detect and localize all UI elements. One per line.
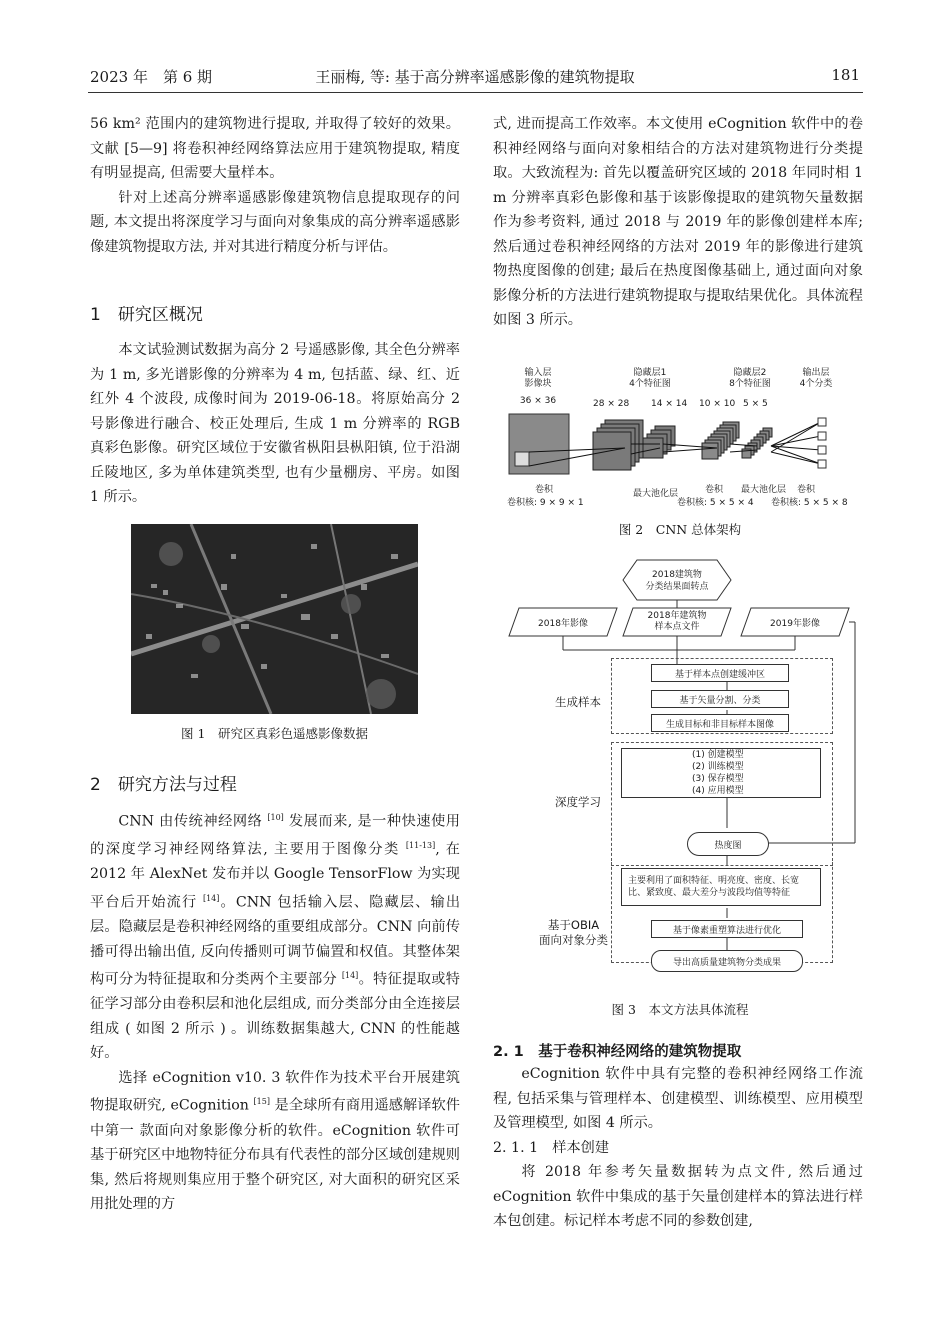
left-col-sec2 xyxy=(90,806,460,1217)
figure-caption: 图 1 研究区真彩色遥感影像数据 xyxy=(181,726,368,741)
step-segment: 基于矢量分割、分类 xyxy=(651,690,789,708)
paragraph: 式, 进而提高工作效率。本文使用 eCognition 软件中的卷积神经网络与面向对象相结合的方法对建筑物进行分类提取。大致流程为: 首先以覆盖研究区域的 2018 年同时相 1 m 分辨率真彩色影像和基于该影像提取的建筑物矢量数据作为参考资料, 通过 2018 与 2019 年的影像创建样本库; 然后通过卷积神经网络的方法对 2019 年的影像进行建筑物热度图像的创建; 最后在热度图像基础上, 通过面向对象影像分析的方法进行建筑物提取与提取结果优化。具体流程如图 3 所示。 xyxy=(493,116,863,328)
right-col-sec21 xyxy=(493,1062,863,1136)
group-label: 深度学习 xyxy=(555,795,601,809)
label-text: 4个分类 xyxy=(799,379,833,389)
figure-caption: 图 3 本文方法具体流程 xyxy=(611,1002,749,1017)
model-steps-box xyxy=(621,748,821,798)
label-text: 卷积核: 5 × 5 × 4 xyxy=(677,498,754,508)
paragraph xyxy=(90,806,460,1066)
cnn-diagram xyxy=(505,408,855,483)
flow-input-2019-image: 2019年影像 xyxy=(770,618,820,629)
label-text: 输入层 xyxy=(524,368,552,378)
label-text: 5 × 5 xyxy=(743,399,768,409)
label-text: 卷积 xyxy=(535,485,554,495)
paragraph: 将 2018 年参考矢量数据转为点文件, 然后通过 eCognition 软件中集成的基于矢量创建样本的算法进行样本包创建。标记样本考虑不同的参数创建, xyxy=(493,1164,863,1229)
flow-input-2018-image: 2018年影像 xyxy=(538,618,588,629)
label-text: 14 × 14 xyxy=(651,399,688,409)
step-pixel-reshape: 基于像素重塑算法进行优化 xyxy=(651,920,803,938)
right-col-top xyxy=(493,112,863,333)
text-run: 选择 eCognition v10. 3 软件作为技术平台开展建筑物提取研究, eCognition xyxy=(90,1069,460,1115)
label-text: 36 × 36 xyxy=(519,396,557,406)
step-buffer: 基于样本点创建缓冲区 xyxy=(651,664,789,682)
label-text: 最大池化层 xyxy=(741,485,787,495)
obia-features-box: 主要利用了面积特征、明亮度、密度、长宽比、紧致度、最大差分与波段均值等特征 xyxy=(621,868,821,906)
label-text: 卷积核: 9 × 9 × 1 xyxy=(507,498,584,508)
hidden-layer1-label xyxy=(605,368,695,390)
citation: [11-13] xyxy=(405,841,436,851)
label-text: 10 × 10 xyxy=(699,399,736,409)
flowchart-figure xyxy=(505,558,865,988)
label-text: 最大池化层 xyxy=(633,489,679,499)
heatmap-node: 热度图 xyxy=(687,832,769,856)
paragraph xyxy=(90,1066,460,1217)
label-text: 隐藏层1 xyxy=(633,368,667,378)
step-export: 导出高质量建筑物分类成果 xyxy=(651,950,803,972)
label-text: 影像块 xyxy=(524,379,552,389)
citation: [15] xyxy=(253,1097,270,1107)
paragraph: 针对上述高分辨率遥感影像建筑物信息提取现存的问题, 本文提出将深度学习与面向对象集成的高分辨率遥感影像建筑物提取方法, 并对其进行精度分析与评估。 xyxy=(90,189,460,255)
label-text: 8个特征图 xyxy=(729,379,771,389)
flow-input-2018-points: 2018年建筑物 样本点文件 xyxy=(647,611,707,632)
label-text: 卷积 xyxy=(797,485,816,495)
hidden-layer2-label xyxy=(705,368,795,390)
satellite-image xyxy=(131,524,418,714)
right-col-sec211 xyxy=(493,1160,863,1234)
label-text: 卷积核: 5 × 5 × 8 xyxy=(771,498,848,508)
group-label: 生成样本 xyxy=(555,695,601,709)
text-run: 。CNN 包括输入层、隐藏层、输出层。隐藏层是卷积神经网络的重要组成部分。CNN 向前传播可得出输出值, 反向传播则可调节偏置和权值。其整体架构可分为特征提取和分类两个主要部分 xyxy=(90,894,461,988)
model-step: (2) 训练模型 xyxy=(692,762,744,772)
model-step: (1) 创建模型 xyxy=(692,750,744,760)
flow-start-node: 2018建筑物 分类结果面转点 xyxy=(645,570,709,592)
label-text: 4个特征图 xyxy=(629,379,671,389)
citation: [10] xyxy=(267,813,284,822)
label-text: 面向对象分类 xyxy=(539,933,608,947)
label-text: 28 × 28 xyxy=(593,399,630,409)
figure-caption: 图 2 CNN 总体架构 xyxy=(618,522,742,537)
left-col-top xyxy=(90,112,460,259)
citation: [14] xyxy=(202,893,220,903)
step-sample-images: 生成目标和非目标样本图像 xyxy=(651,714,789,732)
section-heading: 1 研究区概况 xyxy=(90,305,203,325)
text-run: 发展而来, 是一种快速使用的深度学习神经网络算法, 主要用于图像分类 xyxy=(90,813,460,858)
section-heading: 2 研究方法与过程 xyxy=(90,775,237,795)
label-text: 基于OBIA xyxy=(547,918,600,932)
subsection-heading: 2. 1 基于卷积神经网络的建筑物提取 xyxy=(493,1044,742,1060)
left-col-sec1 xyxy=(90,338,460,510)
label-text: 隐藏层2 xyxy=(733,368,767,378)
paragraph: 56 km² 范围内的建筑物进行提取, 并取得了较好的效果。文献 [5—9] 将卷积神经网络算法应用于建筑物提取, 精度有明显提高, 但需要大量样本。 xyxy=(90,116,460,181)
paragraph: eCognition 软件中具有完整的卷积神经网络工作流程, 包括采集与管理样本、创建模型、训练模型、应用模型及管理模型, 如图 4 所示。 xyxy=(493,1066,863,1131)
header-rule xyxy=(88,92,863,93)
running-header xyxy=(90,66,860,92)
label-text: 卷积 xyxy=(705,485,724,495)
model-step: (3) 保存模型 xyxy=(692,774,744,784)
model-step: (4) 应用模型 xyxy=(692,786,744,796)
text-run: CNN 由传统神经网络 xyxy=(118,813,268,830)
output-layer-label xyxy=(791,368,841,390)
group-label xyxy=(539,918,608,948)
input-layer-label xyxy=(513,368,563,407)
journal-issue: 2023 年 第 6 期 xyxy=(90,68,213,86)
label-text: 输出层 xyxy=(802,368,830,378)
text-run: 。特征提取或特征学习部分由卷积层和池化层组成, 而分类部分由全连接层组成 ( 如图 2 所示 ) 。训练数据集越大, CNN 的性能越好。 xyxy=(90,971,460,1062)
subsubsection-heading: 2. 1. 1 样本创建 xyxy=(493,1140,610,1156)
citation: [14] xyxy=(341,971,359,981)
text-run: , 在 2012 年 AlexNet 发布并以 Google TensorFlow 为实现平台后开始流行 xyxy=(90,841,460,911)
paragraph: 本文试验测试数据为高分 2 号遥感影像, 其全色分辨率为 1 m, 多光谱影像的分辨率为 4 m, 包括蓝、绿、红、近红外 4 个波段, 成像时间为 2019-06-18。将原始高分 2 号影像进行融合、校正处理后, 生成 1 m 分辨率的 RGB 真彩色影像。研究区域位于安徽省枞阳县枞阳镇, 位于沿湖丘陵地区, 多为单体建筑类型, 也有少量棚房、平房。如图 1 所示。 xyxy=(90,342,460,505)
page-number: 181 xyxy=(831,66,860,84)
text-run: 是全球所有商用遥感解译软件中第一 款面向对象影像分析的软件。eCognition 软件可基于研究区中地物特征分布具有代表性的部分区域创建规则集, 然后将规则集应用于整个研究区, 对大面积的研究区采用批处理的方 xyxy=(90,1098,460,1213)
cnn-architecture-figure xyxy=(505,368,855,508)
running-title: 王丽梅, 等: 基于高分辨率遥感影像的建筑物提取 xyxy=(315,68,635,86)
